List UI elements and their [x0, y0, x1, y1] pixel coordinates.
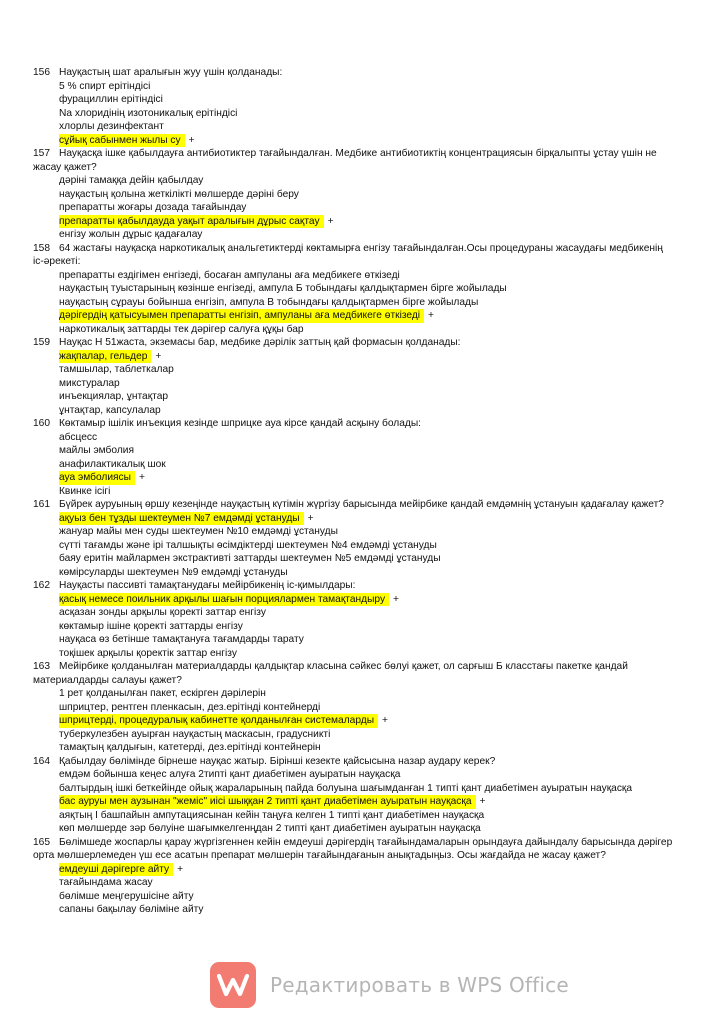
option-highlight-wrap [59, 714, 378, 728]
question-text: Қабылдау бөлімінде бірнеше науқас жатыр. Бірінші кезекте қайсысына назар аудару керек? [59, 755, 496, 767]
option-highlight-wrap [59, 688, 266, 699]
option-text: ұнтақтар, капсулалар [59, 404, 161, 416]
option-text: бөлімше меңгерушісіне айту [59, 890, 194, 902]
option-text: препаратты қабылдауда уақыт аралығын дұрыс сақтау [59, 215, 320, 227]
option-highlight-wrap [59, 405, 161, 416]
option-highlight-wrap [59, 512, 304, 526]
option-text: жақпалар, гельдер [59, 350, 148, 362]
option-text: көмірсуларды шектеумен №9 емдәмді ұстануды [59, 566, 288, 578]
answer-option-correct [33, 714, 673, 728]
option-text: науқастың сұрауы бойынша енгізіп, ампула В тобындағы қалдықтармен бірге жойылады [59, 296, 479, 308]
option-text: 1 рет қолданылған пакет, ескірген дәрілерін [59, 688, 266, 699]
option-text: тамшылар, таблеткалар [59, 364, 174, 375]
option-text: микстуралар [59, 377, 120, 389]
correct-mark: + [138, 472, 145, 483]
option-highlight-wrap [59, 621, 243, 632]
option-text: науқастың қолына жеткілікті мөлшерде дәріні беру [59, 188, 299, 200]
answer-option [33, 485, 673, 499]
option-text: 5 % спирт ерітіндісі [59, 80, 151, 92]
question-text: Науқас Н 51жаста, экземасы бар, медбике дәрілік заттың қай формасын қолданады: [59, 337, 461, 348]
question-text: Науқасты пассивті тамақтанудағы мейірбикенің іс-қимылдары: [59, 580, 356, 591]
option-text: анафилактикалық шок [59, 458, 166, 470]
option-text: майлы эмболия [59, 445, 134, 456]
answer-option [33, 647, 673, 661]
option-highlight-wrap [59, 459, 166, 470]
option-text: енгізу жолын дұрыс қадағалау [59, 229, 203, 240]
option-highlight-wrap [59, 215, 324, 229]
answer-option-correct [33, 471, 673, 485]
option-text: туберкулезбен ауырған науқастың маскасын, градусникті [59, 728, 331, 740]
option-highlight-wrap [59, 134, 185, 148]
answer-option-correct [33, 134, 673, 148]
option-text: науқаса өз бетінше тамақтануға тағамдарды тарату [59, 634, 304, 645]
question-number: 157 [33, 148, 50, 159]
answer-option [33, 903, 673, 917]
answer-option [33, 80, 673, 94]
answer-option [33, 620, 673, 634]
question-number: 163 [33, 661, 50, 672]
question-161 [33, 498, 673, 512]
question-text: Көктамыр ішілік инъекция кезінде шприцке ауа кірсе қандай асқыну болады: [59, 418, 422, 429]
option-highlight-wrap [59, 648, 237, 659]
correct-mark: + [155, 350, 162, 362]
option-highlight-wrap [59, 202, 246, 213]
question-text: 64 жастағы науқасқа наркотикалық анальгетиктерді көктамырға енгізу тағайындалған.Осы процедураны жасаудағы медбикенің іс-әрекеті: [33, 242, 663, 267]
option-highlight-wrap [59, 175, 203, 186]
option-highlight-wrap [59, 364, 174, 375]
option-highlight-wrap [59, 108, 237, 119]
option-text: препаратты ездігімен енгізеді, босаған ампуланы аға медбикеге өткізеді [59, 269, 400, 281]
option-text: шприцтер, рентген пленкасын, дез.ерітінді контейнерді [59, 701, 321, 713]
answer-option [33, 282, 673, 296]
answer-option [33, 876, 673, 890]
option-highlight-wrap [59, 309, 424, 323]
answer-option [33, 120, 673, 134]
question-number: 160 [33, 418, 50, 429]
answer-option [33, 188, 673, 202]
wps-banner-text[interactable]: Редактировать в WPS Office [270, 973, 569, 997]
answer-option [33, 363, 673, 377]
answer-option [33, 444, 673, 458]
option-text: Na хлоридінің изотоникалық ерітіндісі [59, 107, 238, 119]
option-highlight-wrap [59, 795, 476, 809]
option-highlight-wrap [59, 904, 204, 915]
option-highlight-wrap [59, 769, 400, 780]
option-highlight-wrap [59, 823, 481, 834]
option-text: инъекциялар, ұнтақтар [59, 391, 169, 402]
option-text: шприцтерді, процедуралық кабинетте қолданылған системаларды [59, 715, 375, 726]
option-highlight-wrap [59, 270, 400, 281]
answer-option [33, 768, 673, 782]
option-highlight-wrap [59, 742, 321, 753]
question-number: 161 [33, 499, 50, 510]
option-text: хлорлы дезинфектант [59, 121, 164, 132]
correct-mark: + [188, 134, 195, 146]
option-text: бас ауруы мен аузынан "жеміс" иісі шыққан 2 типті қант диабетімен ауыратын науқасқа [59, 796, 472, 807]
option-highlight-wrap [59, 634, 304, 645]
question-158 [33, 242, 673, 269]
option-text: сүтті тағамды және ірі талшықты өсімдіктерді шектеумен №4 емдәмді ұстануды [59, 539, 437, 551]
question-159 [33, 336, 673, 350]
answer-option [33, 201, 673, 215]
answer-option [33, 377, 673, 391]
option-text: сұйық сабынмен жылы су [59, 134, 181, 146]
option-highlight-wrap [59, 297, 478, 308]
answer-option-correct [33, 309, 673, 323]
answer-option [33, 269, 673, 283]
option-highlight-wrap [59, 593, 389, 607]
option-text: көктамыр ішіне қоректі заттарды енгізу [59, 620, 243, 632]
option-highlight-wrap [59, 702, 320, 713]
question-number: 164 [33, 755, 50, 767]
question-162 [33, 579, 673, 593]
answer-option-correct [33, 593, 673, 607]
option-highlight-wrap [59, 121, 164, 132]
answer-option [33, 93, 673, 107]
answer-option [33, 107, 673, 121]
answer-option [33, 822, 673, 836]
option-highlight-wrap [59, 553, 441, 564]
option-text: аяқтың І башпайын ампутациясынан кейін таңуға келген 1 типті қант диабетімен науқасқа [59, 809, 485, 821]
question-number: 159 [33, 337, 50, 348]
option-highlight-wrap [59, 350, 151, 364]
answer-option [33, 809, 673, 823]
option-text: наркотикалық заттарды тек дәрігер салуға құқы бар [59, 323, 304, 335]
question-number: 162 [33, 580, 50, 591]
option-highlight-wrap [59, 324, 304, 335]
wps-edit-banner[interactable] [210, 962, 569, 1008]
answer-option [33, 323, 673, 337]
answer-option [33, 606, 673, 620]
answer-option [33, 458, 673, 472]
answer-option [33, 728, 673, 742]
question-text: Бөлімшеде жоспарлы қарау жүргізгеннен кейін емдеуші дәрігердің тағайындамаларын орындауға дайындалу барысында дәрігер орта мөлшерлемеден үш есе асатын препарат мөлшерін тағайындағанын анықтадыңыз. Осы жағдайда не жасау қажет? [33, 836, 673, 861]
answer-option-correct [33, 863, 673, 877]
wps-logo-icon [210, 962, 256, 1008]
correct-mark: + [307, 512, 314, 524]
answer-option [33, 552, 673, 566]
option-text: сапаны бақылау бөліміне айту [59, 904, 204, 915]
question-160 [33, 417, 673, 431]
option-text: тоқішек арқылы қоректік заттар енгізу [59, 647, 237, 659]
option-highlight-wrap [59, 567, 288, 578]
option-highlight-wrap [59, 891, 194, 902]
answer-option [33, 390, 673, 404]
option-highlight-wrap [59, 189, 299, 200]
option-highlight-wrap [59, 526, 338, 537]
answer-option [33, 741, 673, 755]
correct-mark: + [479, 796, 486, 807]
answer-option [33, 431, 673, 445]
question-text: Бүйрек ауруының өршу кезеңінде науқастың күтімін жүргізу барысында мейірбике қандай емдәмнің ұстануын қадағалау қажет? [59, 499, 664, 510]
question-number: 165 [33, 836, 50, 848]
option-text: балтырдың ішкі беткейінде ойық жараларының пайда болуына шағымданған 1 типті қант диабетімен ауыратын науқасқа [59, 782, 633, 794]
answer-option [33, 890, 673, 904]
option-text: препаратты жоғары дозада тағайындау [59, 202, 247, 213]
option-highlight-wrap [59, 94, 163, 105]
option-highlight-wrap [59, 432, 97, 443]
option-text: асқазан зонды арқылы қоректі заттар енгізу [59, 607, 266, 618]
option-text: тағайындама жасау [59, 877, 153, 888]
option-highlight-wrap [59, 229, 202, 240]
answer-option [33, 782, 673, 796]
option-text: дәріні тамаққа дейін қабылдау [59, 175, 204, 186]
option-highlight-wrap [59, 863, 173, 877]
answer-option [33, 633, 673, 647]
option-text: ақуыз бен тұзды шектеумен №7 емдәмді ұстануды [59, 512, 300, 524]
answer-option-correct [33, 350, 673, 364]
option-highlight-wrap [59, 391, 168, 402]
option-highlight-wrap [59, 471, 135, 485]
question-164 [33, 755, 673, 769]
option-text: Квинке ісігі [59, 485, 111, 497]
question-text: Науқасқа ішке қабылдауға антибиотиктер тағайындалған. Медбике антибиотиктің концентрациясын бірқалыпты ұстау үшін не жасау қажет? [33, 148, 657, 173]
answer-option-correct [33, 215, 673, 229]
option-text: жануар майы мен суды шектеумен №10 емдәмді ұстануды [59, 526, 338, 537]
question-number: 158 [33, 242, 50, 254]
document-body [33, 66, 673, 917]
option-highlight-wrap [59, 810, 484, 821]
option-text: емдеуші дәрігерге айту [59, 863, 170, 875]
answer-option-correct [33, 512, 673, 526]
question-number: 156 [33, 67, 50, 78]
correct-mark: + [428, 310, 434, 321]
answer-option [33, 404, 673, 418]
correct-mark: + [327, 215, 334, 227]
correct-mark: + [177, 863, 184, 875]
answer-option-correct [33, 795, 673, 809]
question-156 [33, 66, 673, 80]
answer-option [33, 687, 673, 701]
option-text: абсцесс [59, 431, 98, 443]
answer-option [33, 296, 673, 310]
option-highlight-wrap [59, 877, 153, 888]
question-text: Мейірбике қолданылған материалдарды қалдықтар класына сәйкес бөлуі қажет, ол сарғыш Б класстағы пакетке қандай материалдарды салауы қажет? [33, 661, 628, 686]
answer-option [33, 701, 673, 715]
option-text: тамақтың қалдығын, катетерді, дез.ерітінді контейнерін [59, 742, 321, 753]
option-highlight-wrap [59, 607, 266, 618]
option-highlight-wrap [59, 486, 110, 497]
correct-mark: + [393, 593, 399, 605]
answer-option [33, 539, 673, 553]
correct-mark: + [382, 715, 388, 726]
answer-option [33, 525, 673, 539]
question-text: Науқастың шат аралығын жуу үшін қолданады: [59, 67, 283, 78]
option-text: қасық немесе поильник арқылы шағын порциялармен тамақтандыру [59, 593, 386, 605]
question-163 [33, 660, 673, 687]
option-highlight-wrap [59, 445, 134, 456]
option-text: науқастың туыстарының көзінше енгізеді, ампула Б тобындағы қалдықтармен бірге жойылады [59, 283, 507, 294]
option-highlight-wrap [59, 729, 330, 740]
option-highlight-wrap [59, 540, 437, 551]
option-text: фурациллин ерітіндісі [59, 94, 163, 105]
option-highlight-wrap [59, 378, 120, 389]
option-highlight-wrap [59, 783, 632, 794]
option-text: дәрігердің қатысуымен препаратты енгізіп, ампуланы аға медбикеге өткізеді [59, 310, 421, 321]
answer-option [33, 566, 673, 580]
option-text: емдәм бойынша кеңес алуға 2типті қант диабетімен ауыратын науқасқа [59, 769, 401, 780]
option-text: көп мөлшерде зәр бөлуіне шағымкелгенңдан 2 типті қант диабетімен ауыратын науқасқа [59, 823, 481, 834]
question-157 [33, 147, 673, 174]
answer-option [33, 174, 673, 188]
question-165 [33, 836, 673, 863]
option-highlight-wrap [59, 283, 507, 294]
option-highlight-wrap [59, 81, 150, 92]
option-text: ауа эмболиясы [59, 472, 131, 483]
answer-option [33, 228, 673, 242]
option-text: баяу еритін майлармен экстрактивті заттарды шектеумен №5 емдәмді ұстануды [59, 553, 441, 564]
